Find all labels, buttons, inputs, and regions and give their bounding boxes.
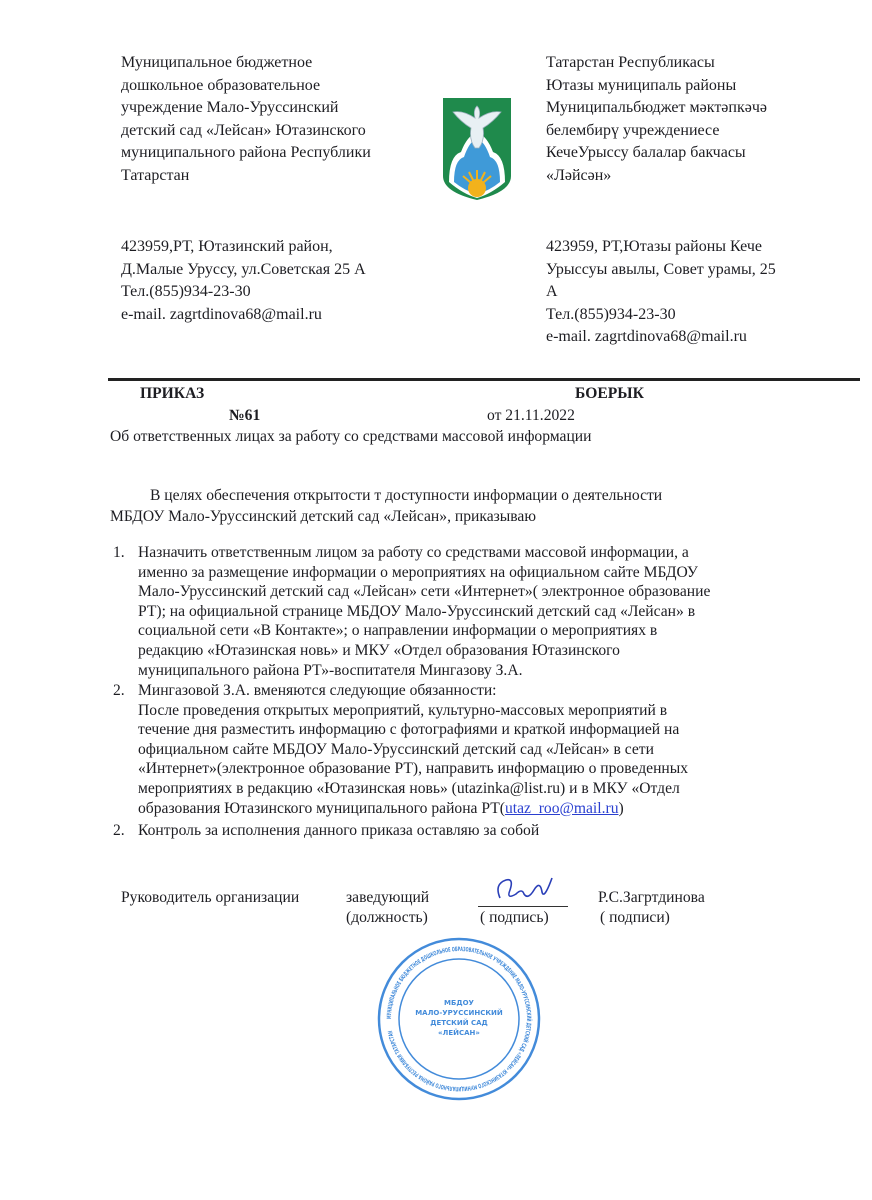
order-label-ru: ПРИКАЗ xyxy=(140,385,205,402)
text-line: официальном сайте МБДОУ Мало-Уруссинский детский сад «Лейсан» в сети xyxy=(138,740,654,758)
text-line: течение дня разместить информацию с фотографиями и краткой информацией на xyxy=(138,721,680,739)
signature-role: Руководитель организации xyxy=(121,889,300,906)
text-line: «Интернет»(электронное образование РТ), направить информацию о проведенных xyxy=(138,760,689,778)
coat-of-arms-icon xyxy=(441,96,513,204)
item-1-text xyxy=(138,543,710,680)
official-stamp xyxy=(376,936,542,1102)
text-line: именно за размещение информации о мероприятиях на официальном сайте МБДОУ xyxy=(138,563,698,581)
signature-caption: ( подпись) xyxy=(480,909,549,926)
text-line: социальной сети «В Контакте»; о направлении информации о мероприятиях в xyxy=(138,622,658,640)
item-2-last-line-suffix: ) xyxy=(618,800,624,817)
text-line: учреждение Мало-Уруссинский xyxy=(121,99,339,116)
text-line: Татарстан xyxy=(121,166,190,184)
right-address xyxy=(546,236,776,349)
text-line: Муниципальное бюджетное xyxy=(121,54,313,71)
stamp-center-text: «ЛЕЙСАН» xyxy=(438,1029,480,1037)
handwritten-signature xyxy=(492,874,562,911)
order-date: от 21.11.2022 xyxy=(487,407,575,424)
text-line: Муниципальбюджет мәктәпкәчә xyxy=(546,99,767,116)
item-3-text xyxy=(138,821,539,841)
item-number: 2. xyxy=(113,822,125,839)
text-line: Назначить ответственным лицом за работу со средствами массовой информации, а xyxy=(138,544,689,561)
signature-position: заведующий xyxy=(346,889,430,906)
left-address xyxy=(121,236,366,326)
item-2-last-line xyxy=(138,799,624,819)
text-line: детский сад «Лейсан» Ютазинского xyxy=(121,121,366,139)
text-line: Урыссуы авылы, Совет урамы, 25 xyxy=(546,260,776,278)
right-org-name xyxy=(546,52,767,187)
item-number: 1. xyxy=(113,544,125,561)
text-line: Д.Малые Уруссу, ул.Советская 25 А xyxy=(121,260,366,278)
text-line: После проведения открытых мероприятий, культурно-массовых мероприятий в xyxy=(138,701,668,719)
text-line: Ютазы муниципаль районы xyxy=(546,76,737,94)
text-line: «Ләйсән» xyxy=(546,166,612,184)
text-line: Мало-Уруссинский детский сад «Лейсан» сети «Интернет»( электронное образование xyxy=(138,583,711,601)
text-line: Мингазовой З.А. вменяются следующие обязанности: xyxy=(138,682,497,699)
signatory-name: Р.С.Загртдинова xyxy=(598,889,705,906)
item-number: 2. xyxy=(113,682,125,699)
text-line: e-mail. zagrtdinova68@mail.ru xyxy=(546,328,747,345)
preamble-line: В целях обеспечения открытости т доступности информации о деятельности xyxy=(150,487,663,504)
text-line: 423959, РТ,Ютазы районы Кече xyxy=(546,238,762,255)
text-line: КечеУрыссу балалар бакчасы xyxy=(546,144,746,161)
text-line: муниципального района Республики xyxy=(121,144,371,161)
stamp-center-text: МБДОУ xyxy=(444,999,474,1007)
preamble-line: МБДОУ Мало-Уруссинский детский сад «Лейсан», приказываю xyxy=(110,508,536,525)
stamp-ring-text: МУНИЦИПАЛЬНОЕ БЮДЖЕТНОЕ ДОШКОЛЬНОЕ ОБРАЗОВАТЕЛЬНОЕ УЧРЕЖДЕНИЕ МАЛО-УРУССИНСКИЙ ДЕТСКИЙ САД «ЛЕЙСАН» ЮТАЗИНСКОГО МУНИЦИПАЛЬНОГО РАЙОНА РЕСПУБЛИКИ ТАТАРСТАН xyxy=(385,945,533,1093)
stamp-center-text: МАЛО-УРУССИНСКИЙ xyxy=(415,1009,503,1017)
text-line: А xyxy=(546,283,558,300)
text-line: Тел.(855)934-23-30 xyxy=(121,283,251,300)
text-line: редакцию «Ютазинская новь» и МКУ «Отдел образования Ютазинского xyxy=(138,641,620,659)
order-label-tt: БОЕРЫК xyxy=(575,385,644,402)
email-link[interactable]: utaz_roo@mail.ru xyxy=(504,800,619,817)
text-line: белембирү учреждениесе xyxy=(546,121,720,139)
text-line: Контроль за исполнения данного приказа оставляю за собой xyxy=(138,822,540,839)
text-line: Тел.(855)934-23-30 xyxy=(546,305,676,323)
text-line: дошкольное образовательное xyxy=(121,76,321,94)
header-divider xyxy=(108,378,860,381)
name-caption: ( подписи) xyxy=(600,909,670,926)
item-2-last-line-prefix: образования Ютазинского муниципального района РТ( xyxy=(138,800,505,817)
text-line: e-mail. zagrtdinova68@mail.ru xyxy=(121,305,322,323)
text-line: 423959,РТ, Ютазинский район, xyxy=(121,238,333,255)
order-title: Об ответственных лицах за работу со средствами массовой информации xyxy=(110,428,592,445)
order-number: №61 xyxy=(229,407,261,424)
stamp-center-text: ДЕТСКИЙ САД xyxy=(430,1019,488,1027)
text-line: мероприятиях в редакцию «Ютазинская новь» (utazinka@list.ru) и в МКУ «Отдел xyxy=(138,779,680,797)
text-line: муниципального района РТ»-воспитателя Мингазову З.А. xyxy=(138,661,523,679)
text-line: РТ); на официальной странице МБДОУ Мало-Уруссинский детский сад «Лейсан» в xyxy=(138,602,696,620)
text-line: Татарстан Республикасы xyxy=(546,54,715,71)
left-org-name xyxy=(121,52,371,187)
position-caption: (должность) xyxy=(346,909,428,926)
item-2-text xyxy=(138,681,688,799)
